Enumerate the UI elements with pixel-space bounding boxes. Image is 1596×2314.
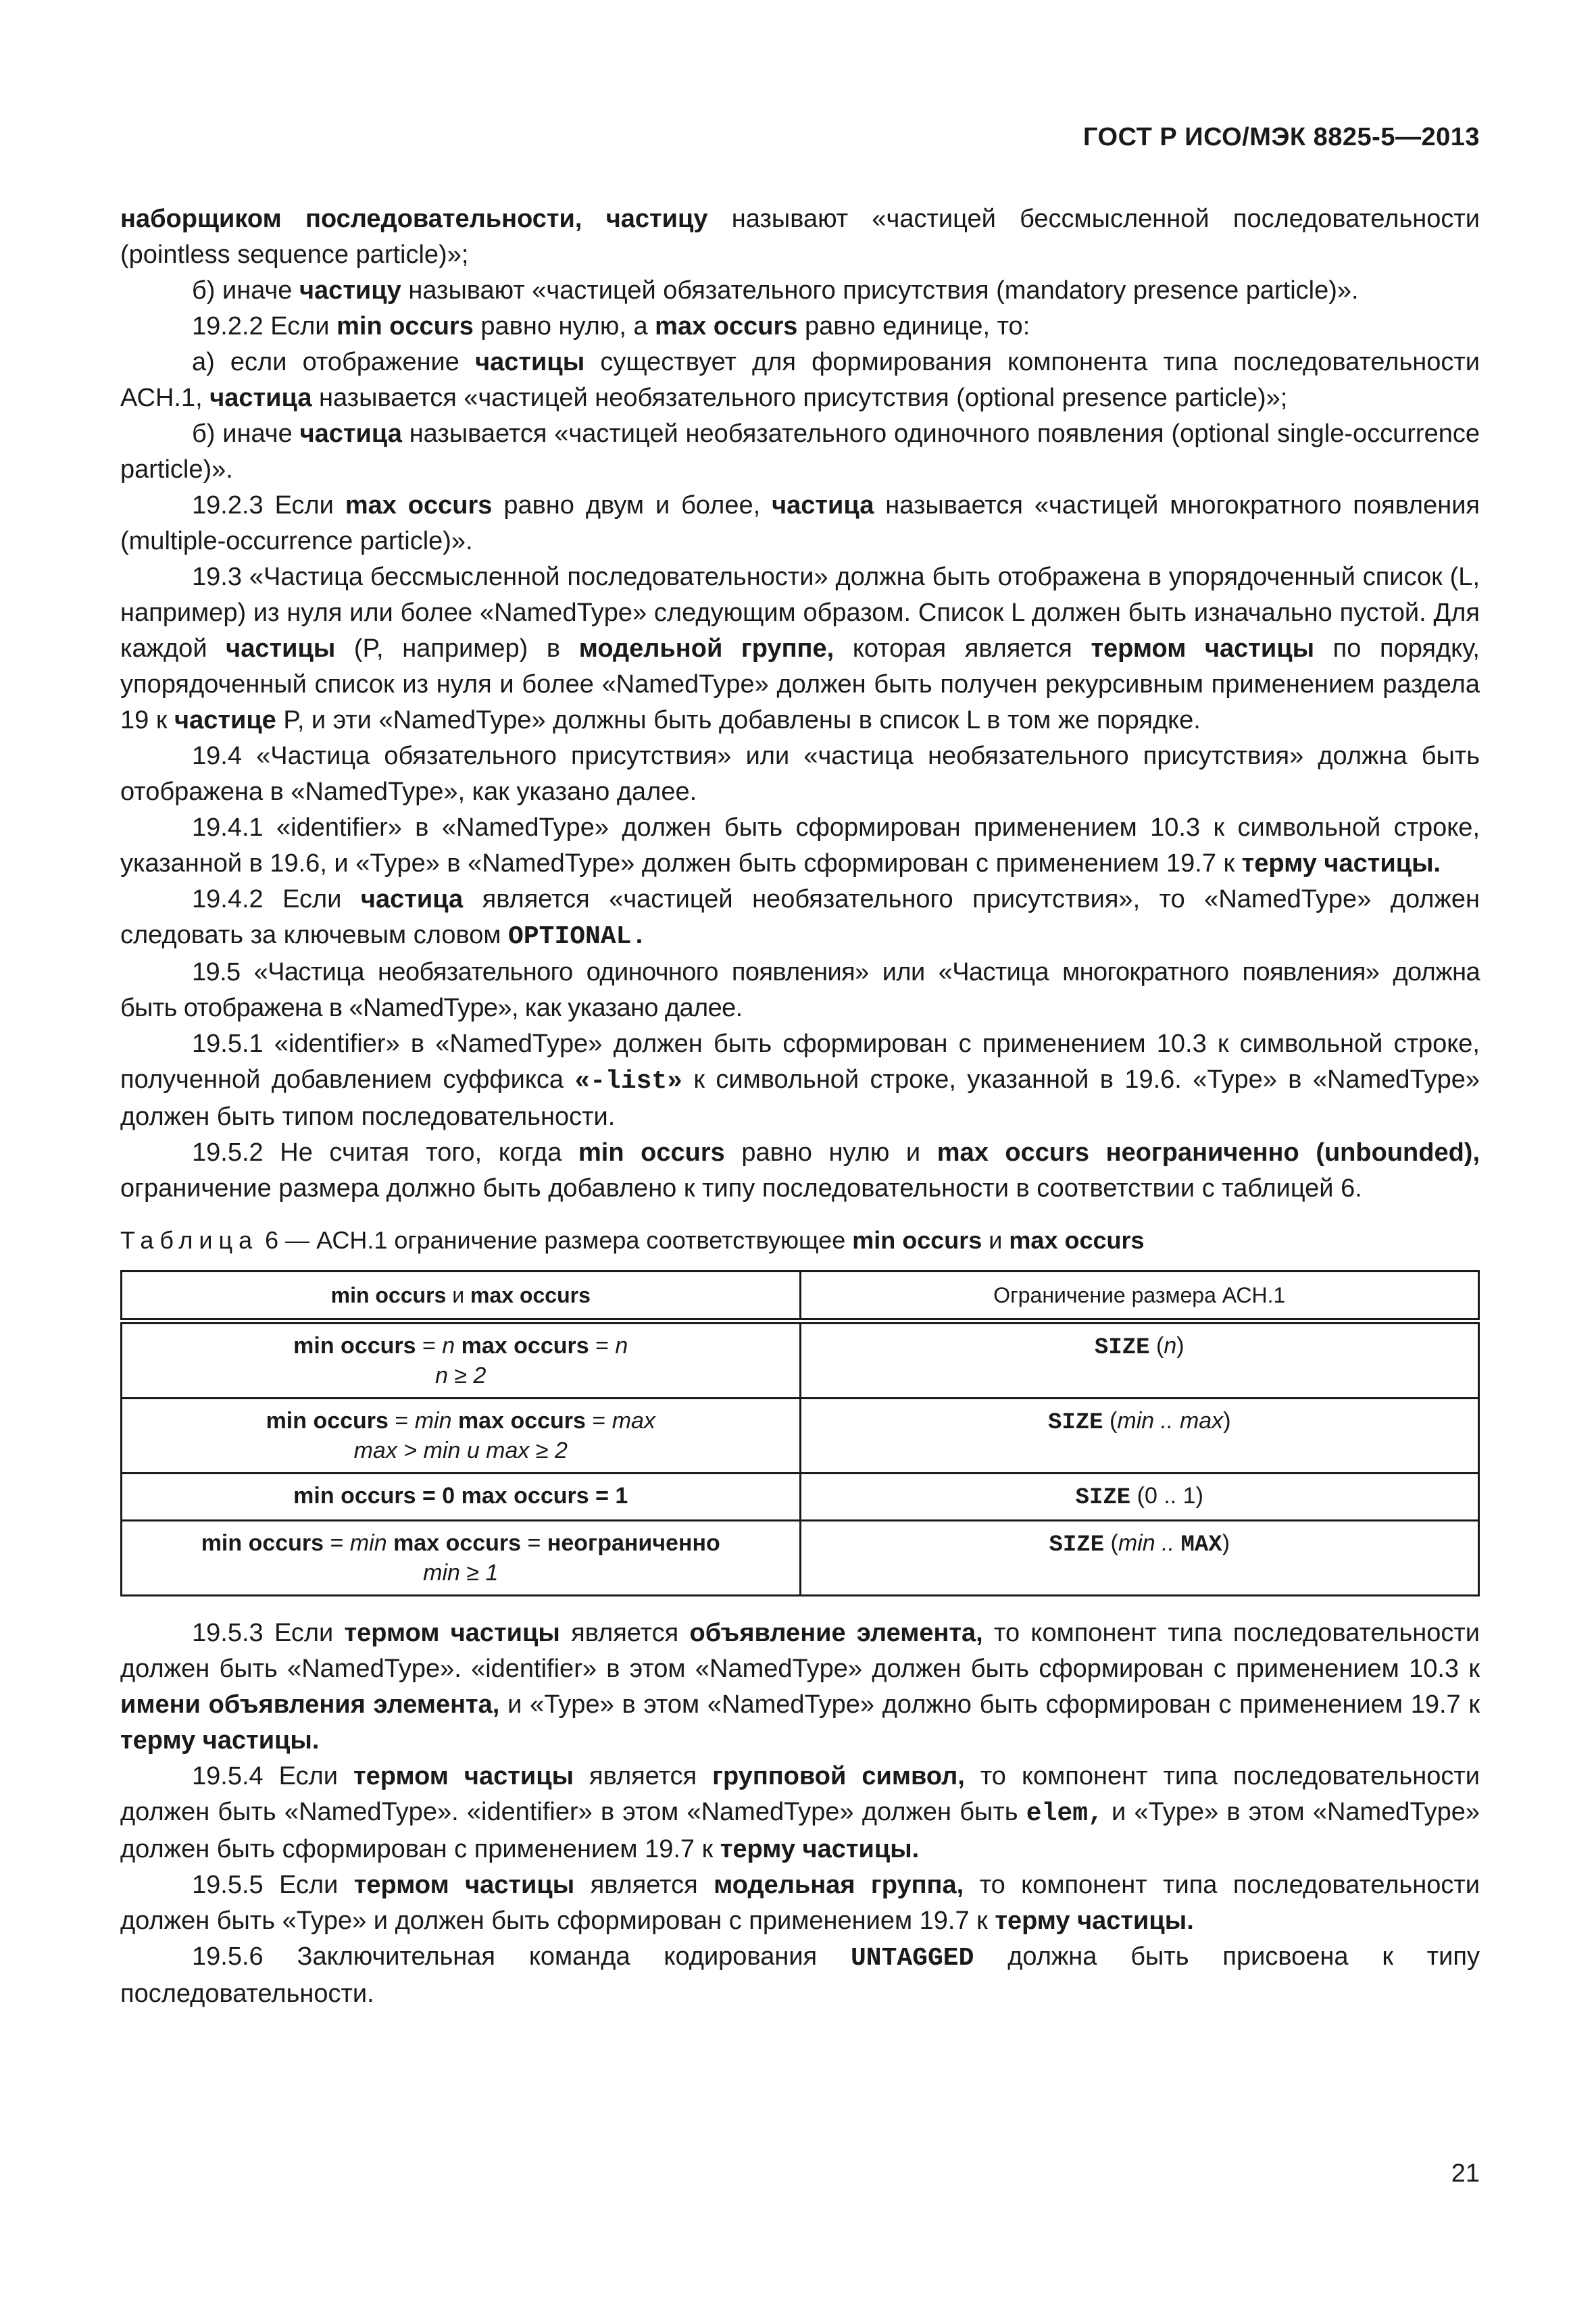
- table-caption: Таблица 6 — АСН.1 ограничение размера соответствующее min occurs и max occurs: [120, 1226, 1145, 1254]
- paragraph: а) если отображение частицы существует для формирования компонента типа последовательности АСН.1, частица называется «частицей необязательного присутствия (optional presence particle)»;: [120, 348, 1480, 412]
- paragraph: б) иначе частица называется «частицей необязательного одиночного появления (optional single-occurrence particle)».: [120, 420, 1480, 484]
- size-constraint-table: [120, 1270, 1480, 1596]
- paragraph: 19.4.1 «identifier» в «NamedType» должен быть сформирован применением 10.3 к символьной строке, указанной в 19.6, и «Type» в «NamedType» должен быть сформирован с применением 19.7 к терму частицы.: [120, 813, 1480, 878]
- paragraph: б) иначе частицу называют «частицей обязательного присутствия (mandatory presence particle)».: [192, 276, 1359, 305]
- table-cell-occurs: min occurs = min max occurs = неограниченно min ≥ 1: [122, 1521, 801, 1596]
- paragraph: 19.5.2 Не считая того, когда min occurs равно нулю и max occurs неограниченно (unbounded), ограничение размера должно быть добавлено к типу последовательности в соответствии с таблицей 6.: [120, 1138, 1480, 1203]
- table-cell-constraint: SIZE (0 .. 1): [800, 1474, 1479, 1521]
- table-row: [122, 1399, 1479, 1474]
- paragraph: 19.4 «Частица обязательного присутствия» или «частица необязательного присутствия» должна быть отображена в «NamedType», как указано далее.: [120, 742, 1480, 806]
- page-number: 21: [1451, 2159, 1480, 2188]
- table-cell-constraint: SIZE (n): [800, 1322, 1479, 1399]
- table-cell-constraint: SIZE (min .. max): [800, 1399, 1479, 1474]
- paragraph: 19.5.4 Если термом частицы является групповой символ, то компонент типа последовательности должен быть «NamedType». «identifier» в этом «NamedType» должен быть elem, и «Type» в этом «NamedType» должен быть сформирован с применением 19.7 к терму частицы.: [120, 1762, 1480, 1863]
- paragraph: 19.2.3 Если max occurs равно двум и более, частица называется «частицей многократного появления (multiple-occurrence particle)».: [120, 491, 1480, 555]
- paragraph: 19.2.2 Если min occurs равно нулю, а max occurs равно единице, то:: [192, 312, 1030, 341]
- table-cell-constraint: SIZE (min .. MAX): [800, 1521, 1479, 1596]
- table-header-row: [122, 1272, 1479, 1322]
- table-row: [122, 1322, 1479, 1399]
- paragraph: 19.3 «Частица бессмысленной последовательности» должна быть отображена в упорядоченный список (L, например) из нуля или более «NamedType» следующим образом. Список L должен быть изначально пустой. Для каждой частицы (P, например) в модельной группе, которая является термом частицы по порядку, упорядоченный список из нуля и более «NamedType» должен быть получен рекурсивным применением раздела 19 к частице P, и эти «NamedType» должны быть добавлены в список L в том же порядке.: [120, 563, 1480, 734]
- paragraph: 19.5 «Частица необязательного одиночного появления» или «Частица многократного появления» должна быть отображена в «NamedType», как указано далее.: [120, 958, 1480, 1022]
- table-cell-occurs: min occurs = min max occurs = max max > min и max ≥ 2: [122, 1399, 801, 1474]
- document-header: ГОСТ Р ИСО/МЭК 8825-5—2013: [1083, 123, 1480, 151]
- table-cell-occurs: min occurs = 0 max occurs = 1: [122, 1474, 801, 1521]
- paragraph: наборщиком последовательности, частицу называют «частицей бессмысленной последовательности (pointless sequence particle)»;: [120, 205, 1480, 269]
- paragraph: 19.5.5 Если термом частицы является модельная группа, то компонент типа последовательности должен быть «Type» и должен быть сформирован с применением 19.7 к терму частицы.: [120, 1871, 1480, 1935]
- paragraph: 19.5.6 Заключительная команда кодирования UNTAGGED должна быть присвоена к типу последовательности.: [120, 1942, 1480, 2008]
- table-row: [122, 1474, 1479, 1521]
- column-header-constraint: Ограничение размера АСН.1: [800, 1272, 1479, 1322]
- document-body: [120, 201, 1480, 2012]
- paragraph: 19.5.1 «identifier» в «NamedType» должен быть сформирован с применением 10.3 к символьной строке, полученной добавлением суффикса «-list» к символьной строке, указанной в 19.6. «Type» в «NamedType» должен быть типом последовательности.: [120, 1030, 1480, 1131]
- table-row: [122, 1521, 1479, 1596]
- paragraph: 19.4.2 Если частица является «частицей необязательного присутствия», то «NamedType» должен следовать за ключевым словом OPTIONAL.: [120, 885, 1480, 951]
- column-header-occurs: min occurs и max occurs: [122, 1272, 801, 1322]
- table-cell-occurs: min occurs = n max occurs = n n ≥ 2: [122, 1322, 801, 1399]
- paragraph: 19.5.3 Если термом частицы является объявление элемента, то компонент типа последовательности должен быть «NamedType». «identifier» в этом «NamedType» должен быть сформирован с применением 10.3 к имени объявления элемента, и «Type» в этом «NamedType» должно быть сформирован с применением 19.7 к терму частицы.: [120, 1619, 1480, 1755]
